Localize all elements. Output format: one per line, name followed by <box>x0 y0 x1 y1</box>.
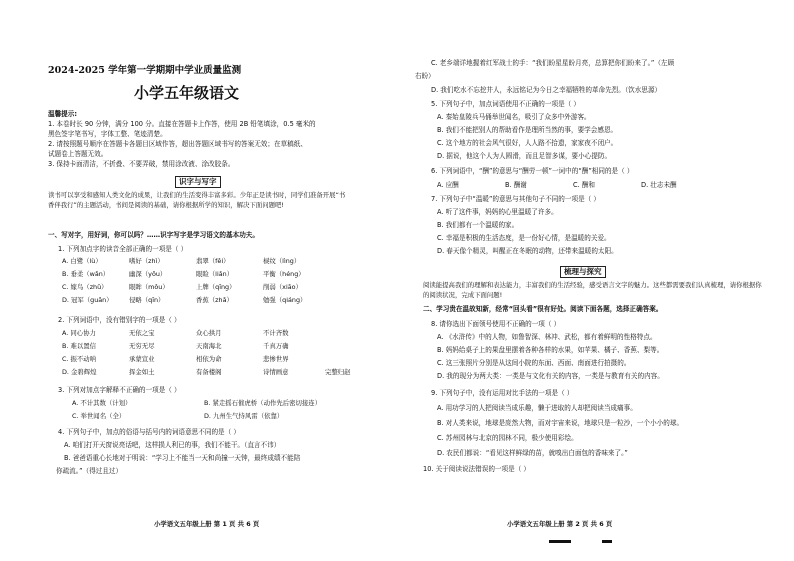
option: A. 用功学习的人把阅读当成乐趣，懒于进取的人却把阅读当成痛事。 <box>437 404 637 412</box>
option: 右盼） <box>415 72 435 80</box>
option: C. 幸福是积极的生活态度，是一份好心情，是温暖的关爱。 <box>437 234 611 242</box>
option: 无依之宝 <box>129 329 155 337</box>
option: 削弱（xiāo） <box>263 283 302 291</box>
q1-options <box>62 257 330 305</box>
option: 有备楼阁 <box>196 368 222 376</box>
section-intro-2: 阅读能提高我们的理解和表达能力，丰富我们的生活经验，感受语言文字的魅力。这些都需要我们认真梳理，请你根据你的阅读状况，完成下面问题! <box>423 281 762 299</box>
question-stem-7: 7. 下列句子中“温暖”的意思与其他句子不同的一项是（ ） <box>431 195 600 203</box>
main-title: 小学五年级语文 <box>134 84 240 102</box>
q3-options <box>72 399 364 421</box>
option: 众心拱月 <box>196 329 222 337</box>
note-line: 3. 保持卡面清洁，不折叠、不要弄破，禁用涂改液、涂改胶条。 <box>48 160 235 168</box>
option: C. 这三张照片分别是从这间小院的东面、西面、南面进行拍摄的。 <box>437 359 631 367</box>
option: 幽深（yōu） <box>129 270 167 278</box>
note-line: 试题卷上答题无效。 <box>48 150 108 158</box>
option: C. 举世闻名（全） <box>72 412 126 420</box>
option: 眼睑（liǎn） <box>196 270 234 278</box>
option: 嗜好（zhì） <box>129 257 164 265</box>
question-stem-10: 10. 关于阅读说法错误的一项是（ ） <box>423 465 530 473</box>
option: 相依为命 <box>196 355 222 363</box>
question-stem-1: 1. 下列加点字的读音全部正确的一项是（ ） <box>58 245 188 253</box>
option: C. 苏州园林与北京的园林不同，极少使用彩绘。 <box>437 434 578 442</box>
part-heading-1: 一、写对字，用好词，你可以吗？……识字写字是学习语文的基本功夫。 <box>48 231 259 239</box>
page-footer-2: 小学语文五年级上册 第 2 页 共 6 页 <box>507 520 613 528</box>
option: B. 我们都有一个温暖的家。 <box>437 221 519 229</box>
option: 诗情画意 <box>263 368 289 376</box>
q2-options <box>62 329 330 377</box>
option: C. 嫁鸟（zhǔ） <box>62 283 108 291</box>
exam-page-2 <box>397 0 794 561</box>
section-label-2: 梳理与探究 <box>560 266 606 278</box>
question-stem-6: 6. 下列词语中，“酬”的意思与“酬劳一顿”一词中的“酬”相同的是（ ） <box>431 167 634 175</box>
option: 千真万确 <box>263 342 289 350</box>
option: 平衡（héng） <box>263 270 305 278</box>
note-line: 1. 本卷时长 90 分钟，满分 100 分。直接在答题卡上作答，使用 2B 铅笔填涂，0.5 毫米的 <box>48 120 316 128</box>
question-stem-4: 4. 下列句子中，加点的俗语与括号内的词语意思不同的是（ ） <box>58 428 240 436</box>
option: B. 爸爸语重心长地对于明说：“学习上不能当一天和尚撞一天钟，最终成绩不能陪 <box>64 454 301 462</box>
option: 翡翠（fěi） <box>196 257 230 265</box>
option: A. 《水浒传》中的人物，如鲁智深、林冲、武松，都有着鲜明的性格特点。 <box>437 333 657 341</box>
option: 勉强（qiáng） <box>263 296 307 304</box>
option: D. 据说，他这个人为人圆滑，而且足智多谋，要小心提防。 <box>437 152 612 160</box>
option: A. 不计其数（计划） <box>72 399 132 407</box>
option: B. 难以置信 <box>62 342 97 350</box>
option: B. 对人类来说，地球是庞然大物，而对宇宙来说，地球只是一粒沙，一个小小的球。 <box>437 419 684 427</box>
option: 无穷无尽 <box>129 342 155 350</box>
option: 香蕉（zhǎ） <box>196 296 233 304</box>
option: 上牌（qīng） <box>196 283 236 291</box>
section-intro-1: 读书可以享受和感知人类文化的成果，让我们的生活变得丰富多彩。少年正是读书时，同学们准备开展“书香伴我行”的主题活动，书间是阅读的基础，请你根据所学的知识，解决下面问题吧! <box>48 191 346 209</box>
option: C. 振不动呐 <box>62 355 97 363</box>
scan-mark <box>602 540 612 543</box>
note-line: 黑色签字笔书写，字体工整、笔迹清楚。 <box>48 130 167 138</box>
option: 挥金如土 <box>129 368 155 376</box>
question-stem-9: 9. 下列句子中，没有运用对比手法的一项是（ ） <box>431 389 574 397</box>
option: A. 秦始皇陵兵马俑举世闻名，吸引了众多中外游客。 <box>437 113 591 121</box>
option: B. 紧走摇石催虎桥（动作先后密切接连） <box>204 399 322 407</box>
option: 你疏流。”（得过且过） <box>56 467 123 475</box>
option: D. 我的现分为两大类：一类是与文化有关的内容，一类是与教育有关的内容。 <box>437 372 664 380</box>
option: D. 九州生气恃风雷（依靠） <box>204 412 284 420</box>
option: B. 我们不能把别人的帮助看作是理所当然的事，要学会感恩。 <box>437 126 618 134</box>
option: A. 应酬 <box>437 181 459 189</box>
option: A. 咱们打开天窗说亮话吧，这样损人利已的事，我们不能干。（直言不讳） <box>64 441 281 449</box>
option: A. 白鹭（lù） <box>62 257 102 265</box>
option: 完整归赵 <box>325 368 351 376</box>
scan-mark <box>549 540 571 543</box>
option: B. 妈妈给桌子上的果盘里摆着各种各样的水果，如苹果、橘子、香蕉、梨等。 <box>437 346 664 354</box>
section-label-1: 识字与写字 <box>175 176 221 188</box>
exam-title: 2024-2025 学年第一学期期中学业质量监测 <box>48 65 242 76</box>
option: A. 听了这件事，妈妈的心里温暖了许多。 <box>437 208 558 216</box>
option: D. 冠军（guān） <box>62 296 113 304</box>
note-line: 2. 请按照题号顺序在答题卡各题目区域作答，超出答题区域书写的答案无效；在草稿纸、 <box>48 140 307 148</box>
option: C. 老乡端详地握着红军战士的手：“我们盼星星盼月亮，总算把你们盼来了。”（左顾 <box>431 59 675 67</box>
option: 眼眸（mǒu） <box>129 283 169 291</box>
part-heading-2: 二、学习贵在温故知新，经常“回头看”很有好处。阅读下面各题，选择正确答案。 <box>423 305 663 313</box>
question-stem-3: 3. 下列对加点字解释不正确的一项是（ ） <box>58 386 181 394</box>
option: 棂纹（lìng） <box>263 257 301 265</box>
option: A. 同心协力 <box>62 329 96 337</box>
option: D. 春天像个精灵，叫醒正在冬眠的动物，还带来温暖的太阳。 <box>437 247 618 255</box>
question-stem-5: 5. 下列句子中，加点词语使用不正确的一项是（ ） <box>431 100 580 108</box>
option: C. 这个地方的社会风气很好，人人路不拾遗，家家夜不闭户。 <box>437 139 618 147</box>
option: B. 垂柔（wǎn） <box>62 270 110 278</box>
option: D. 农民们都说：“看见这样鲜绿的苗，就嗅出白面包的香味来了。” <box>437 449 628 457</box>
option: D. 我们吃水不忘挖井人，永远铭记为今日之幸福牺牲的革命先烈。（饮水思源） <box>431 86 662 94</box>
option: 侵略（qīn） <box>129 296 165 304</box>
option: D. 壮志未酬 <box>641 181 677 189</box>
question-stem-8: 8. 请你选出下面领号使用不正确的一项（ ） <box>431 320 561 328</box>
page-footer-1: 小学语文五年级上册 第 1 页 共 6 页 <box>154 520 260 528</box>
option: C. 酬和 <box>573 181 595 189</box>
option: 不计齐数 <box>263 329 289 337</box>
option: 天南海北 <box>196 342 222 350</box>
option: D. 金碧辉煌 <box>62 368 97 376</box>
option: 承蒙宣业 <box>129 355 155 363</box>
option: B. 酬谢 <box>505 181 527 189</box>
question-stem-2: 2. 下列词语中，没有错别字的一项是（ ） <box>58 316 181 324</box>
notes-heading: 温馨提示: <box>48 110 78 118</box>
option: 悲惨世界 <box>263 355 289 363</box>
